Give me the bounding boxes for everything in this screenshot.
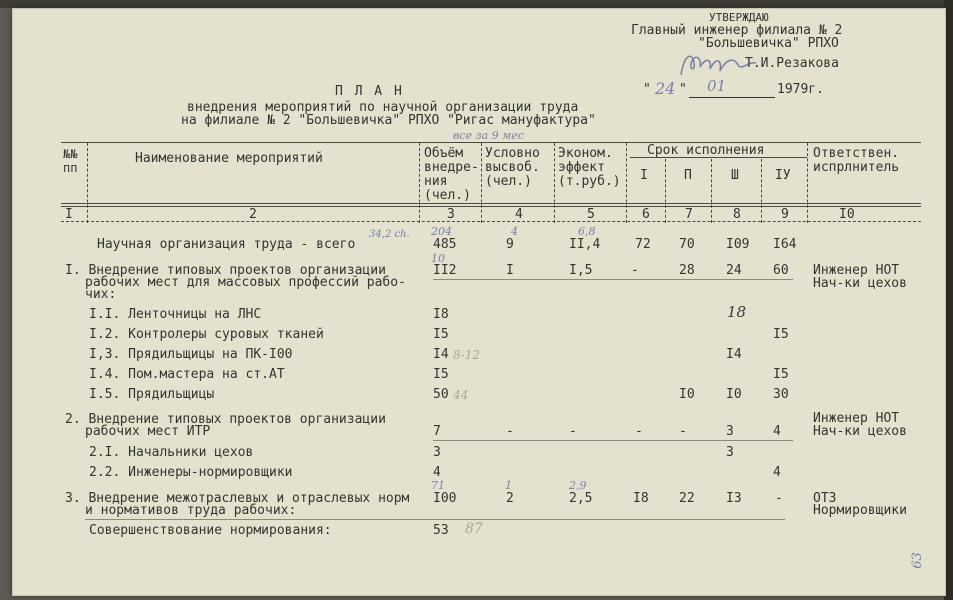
- row-2-2-name: 2.2. Инженеры-нормировщики: [89, 465, 293, 480]
- col-header-q4: IУ: [775, 168, 791, 183]
- handwritten-page-number: 63: [909, 552, 925, 569]
- row-4-name: Совершенствование нормирования:: [89, 523, 332, 538]
- scan-top-edge: [0, 0, 953, 8]
- date-quote-mid: ": [679, 82, 687, 97]
- row-total-rel: 9: [506, 237, 514, 252]
- handwritten-r11-q3: 18: [727, 303, 747, 321]
- row-2-resp-1: Инженер НОТ: [813, 411, 900, 426]
- row-2-1-name: 2.I. Начальники цехов: [89, 445, 254, 460]
- col-number-10: I0: [839, 207, 855, 222]
- row-1-5-q2: I0: [679, 387, 695, 402]
- col-header-vol: Объём внедре- ния (чел.): [424, 146, 479, 203]
- row-3-resp-1: ОТЗ: [813, 491, 837, 506]
- row-total-name: Научная организация труда - всего: [97, 237, 356, 252]
- handwritten-total-note: 34,2 ch.: [369, 229, 410, 240]
- row-total-vol: 485: [433, 237, 457, 252]
- row-1-eff: I,5: [569, 263, 593, 278]
- col-div-5: [626, 143, 627, 223]
- table-top-line: [61, 142, 921, 143]
- row-3-q2: 22: [679, 491, 695, 506]
- row-3-eff: 2,5: [569, 491, 593, 506]
- row-3-q4: -: [775, 491, 783, 506]
- row-3-name-1: 3. Внедрение межотраслевых и отраслевых норм: [65, 491, 410, 506]
- col-number-9: 9: [781, 207, 789, 222]
- row-1-q1: -: [631, 263, 639, 278]
- row-3-resp-2: Нормировщики: [813, 503, 907, 518]
- row-1-1-name: I.I. Ленточницы на ЛНС: [89, 307, 262, 322]
- row-3-rel: 2: [506, 491, 514, 506]
- row-2-underline: [433, 440, 793, 441]
- row-1-q4: 60: [773, 263, 789, 278]
- approve-label: УТВЕРЖДАЮ: [709, 11, 769, 24]
- row-1-4-name: I.4. Пом.мастера на ст.АТ: [89, 367, 285, 382]
- col-number-3: 3: [447, 207, 455, 222]
- col-number-2: 2: [249, 207, 257, 222]
- row-1-name-2: рабочих мест для массовых профессий рабо-: [85, 275, 406, 290]
- col-number-8: 8: [733, 207, 741, 222]
- col-div-9: [807, 143, 808, 223]
- row-1-resp-1: Инженер НОТ: [813, 263, 900, 278]
- row-total-q1: 72: [635, 237, 651, 252]
- row-1-5-name: I.5. Прядильщицы: [89, 387, 215, 402]
- handwritten-total-rel: 4: [511, 225, 518, 238]
- row-1-resp-2: Нач-ки цехов: [813, 276, 907, 291]
- row-2-resp-2: Нач-ки цехов: [813, 424, 907, 439]
- col-header-rel: Условно высвоб. (чел.): [485, 146, 540, 189]
- col-div-8: [761, 159, 762, 223]
- row-3-q3: I3: [726, 491, 742, 506]
- row-total-eff: II,4: [569, 237, 601, 252]
- col-header-eff: Эконом. эффект (т.руб.): [558, 146, 621, 189]
- row-3-vol: I00: [433, 491, 457, 506]
- row-1-5-q3: I0: [726, 387, 742, 402]
- row-1-2-vol: I5: [433, 327, 449, 342]
- row-4-vol: 53: [433, 523, 449, 538]
- row-2-name-1: 2. Внедрение типовых проектов организации: [65, 412, 386, 427]
- plan-subtitle-1: внедрения мероприятий по научной организации труда: [187, 100, 579, 115]
- row-2-q1: -: [635, 424, 643, 439]
- col-div-3: [481, 143, 482, 223]
- handwritten-total-vol: 204: [431, 225, 452, 238]
- row-1-3-q3: I4: [726, 347, 742, 362]
- col-header-term: Срок исполнения: [647, 143, 765, 158]
- row-1-5-vol: 50: [433, 387, 449, 402]
- row-1-3-name: I,3. Прядильщицы на ПК-I00: [89, 347, 293, 362]
- col-header-resp: Ответствен. испрлнитель: [813, 146, 900, 175]
- row-total-q2: 70: [679, 237, 695, 252]
- col-div-1: [87, 143, 88, 223]
- date-underline: [689, 97, 775, 98]
- row-2-q3: 3: [726, 424, 734, 439]
- col-header-q2: П: [684, 168, 692, 183]
- date-quote-open: ": [643, 82, 651, 97]
- row-2-name-2: рабочих мест ИТР: [85, 424, 211, 439]
- col-header-name: Наименование мероприятий: [135, 151, 323, 166]
- date-day: 24: [655, 79, 676, 98]
- approve-line1: Главный инженер филиала № 2: [631, 23, 843, 38]
- row-1-4-q4: I5: [773, 367, 789, 382]
- col-div-6: [665, 159, 666, 223]
- row-2-2-vol: 4: [433, 465, 441, 480]
- row-1-1-vol: I8: [433, 307, 449, 322]
- document-page: [12, 8, 946, 596]
- row-2-eff: -: [569, 424, 577, 439]
- row-3-q1: I8: [633, 491, 649, 506]
- row-1-underline: [433, 279, 793, 280]
- handwritten-r3-rel: 1: [505, 479, 512, 492]
- col-number-6: 6: [642, 207, 650, 222]
- col-number-4: 4: [515, 207, 523, 222]
- row-2-2-q4: 4: [773, 465, 781, 480]
- row-3-name-2: и нормативов труда рабочих:: [85, 503, 297, 518]
- col-header-q3: Ш: [731, 168, 739, 183]
- row-1-3-vol: I4: [433, 347, 449, 362]
- col-number-1: I: [65, 207, 73, 222]
- row-2-1-vol: 3: [433, 445, 441, 460]
- handwritten-r3-eff: 2,9: [569, 479, 587, 492]
- date-month: 01: [707, 77, 727, 95]
- row-1-q3: 24: [726, 263, 742, 278]
- handwritten-r1-vol: 10: [431, 252, 445, 265]
- plan-subtitle-2: на филиале № 2 "Большевичка" РПХО "Ригас мануфактура": [181, 113, 596, 128]
- handwritten-r4-vol: 87: [465, 521, 483, 537]
- row-1-name-3: чих:: [85, 287, 117, 302]
- row-2-rel: -: [506, 424, 514, 439]
- col-div-4: [554, 143, 555, 223]
- handwritten-total-eff: 6,8: [578, 225, 596, 238]
- date-year: 1979г.: [777, 82, 824, 97]
- row-1-4-vol: I5: [433, 367, 449, 382]
- col-header-q1: I: [640, 168, 648, 183]
- handwritten-title-note: все за 9 мес: [453, 129, 524, 142]
- numbers-bottom-line: [61, 221, 921, 222]
- col-header-num: №№ пп: [63, 147, 78, 175]
- row-1-2-name: I.2. Контролеры суровых тканей: [89, 327, 324, 342]
- col-div-2: [419, 143, 420, 223]
- col-div-7: [711, 159, 712, 223]
- row-total-q4: I64: [773, 237, 797, 252]
- row-1-5-q4: 30: [773, 387, 789, 402]
- col-number-7: 7: [685, 207, 693, 222]
- row-total-q3: I09: [726, 237, 750, 252]
- approve-line2: "Большевичка" РПХО: [698, 36, 839, 51]
- header-bottom-line: [61, 203, 921, 204]
- row-2-q4: 4: [773, 424, 781, 439]
- handwritten-r3-vol: 71: [431, 479, 445, 492]
- plan-title: П Л А Н: [335, 84, 404, 99]
- row-1-rel: I: [506, 263, 514, 278]
- row-3-underline: [85, 519, 785, 520]
- row-2-1-q3: 3: [726, 445, 734, 460]
- row-2-q2: -: [679, 424, 687, 439]
- handwritten-r15-vol: 44: [453, 388, 469, 402]
- row-2-vol: 7: [433, 424, 441, 439]
- row-1-2-q4: I5: [773, 327, 789, 342]
- row-1-vol: II2: [433, 263, 457, 278]
- row-1-q2: 28: [679, 263, 695, 278]
- approver-name: Т.И.Резакова: [745, 56, 839, 71]
- row-1-name-1: I. Внедрение типовых проектов организации: [65, 263, 386, 278]
- header-bottom-line-2: [61, 206, 921, 207]
- col-number-5: 5: [587, 207, 595, 222]
- handwritten-r13-vol: 8-12: [453, 348, 480, 362]
